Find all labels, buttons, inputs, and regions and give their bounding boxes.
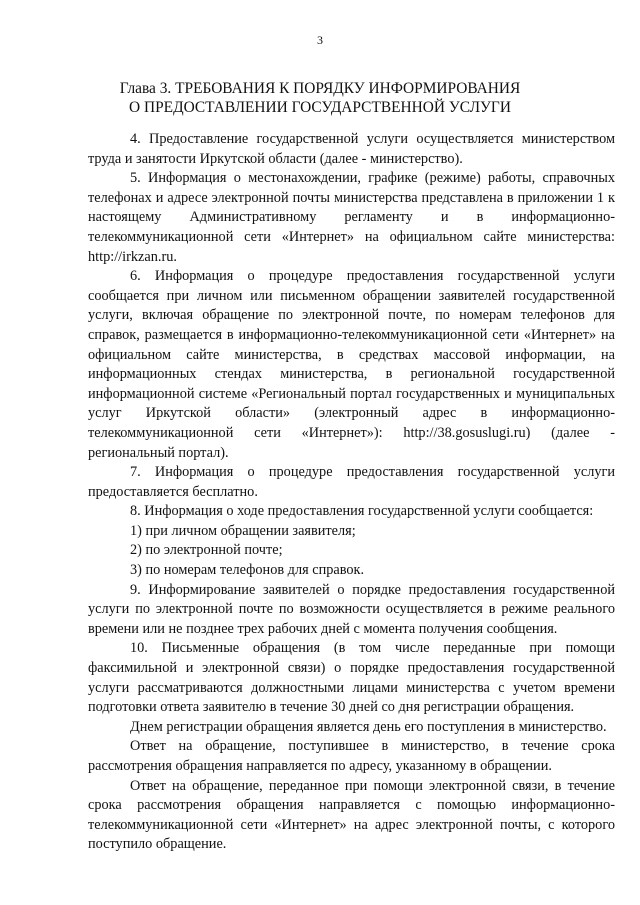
- paragraph-7: 7. Информация о процедуре предоставления государственной услуги предоставляется бесплатно.: [88, 464, 615, 500]
- paragraph-8: 8. Информация о ходе предоставления государственной услуги сообщается:: [130, 503, 594, 520]
- document-body: [88, 130, 615, 855]
- page-number: 3: [317, 33, 323, 47]
- chapter-title-line-1: Глава 3. ТРЕБОВАНИЯ К ПОРЯДКУ ИНФОРМИРОВАНИЯ: [119, 80, 521, 97]
- paragraph-registration-day: Днем регистрации обращения является день его поступления в министерство.: [130, 718, 607, 735]
- paragraph-4: 4. Предоставление государственной услуги осуществляется министерством труда и занятости Иркутской области (далее - министерство).: [88, 131, 615, 167]
- list-item-2: 2) по электронной почте;: [130, 542, 283, 559]
- paragraph-5: 5. Информация о местонахождении, графике (режиме) работы, справочных телефонах и адресе электронной почты министерства представлена в приложении 1 к настоящему Административному регламенту и в информационно-телекоммуникационной сети «Интернет» на официальном сайте министерства: http://irkzan.ru.: [88, 170, 615, 265]
- paragraph-9: 9. Информирование заявителей о порядке предоставления государственной услуги по электронной почте по возможности осуществляется в режиме реального времени или не позднее трех рабочих дней с момента получения сообщения.: [88, 581, 615, 637]
- chapter-title: [0, 80, 640, 117]
- list-item-1: 1) при личном обращении заявителя;: [130, 522, 356, 539]
- paragraph-6: 6. Информация о процедуре предоставления государственной услуги сообщается при личном или письменном обращении заявителей государственной услуги, включая обращение по электронной почте, по номерам телефонов для справок, размещается в информационно-телекоммуникационной сети «Интернет» на официальном сайте министерства, в средствах массовой информации, на информационных стендах министерства, в региональной государственной информационной системе «Региональный портал государственных и муниципальных услуг Иркутской области» (электронный адрес в информационно-телекоммуникационной сети «Интернет»): http://38.gosuslugi.ru) (далее - региональный портал).: [88, 268, 615, 461]
- paragraph-response-address: Ответ на обращение, поступившее в министерство, в течение срока рассмотрения обращения направляется по адресу, указанному в обращении.: [88, 738, 615, 774]
- paragraph-10: 10. Письменные обращения (в том числе переданные при помощи факсимильной и электронной связи) о порядке предоставления государственной услуги рассматриваются должностными лицами министерства с учетом времени подготовки ответа заявителю в течение 30 дней со дня регистрации обращения.: [88, 640, 615, 716]
- chapter-title-line-2: О ПРЕДОСТАВЛЕНИИ ГОСУДАРСТВЕННОЙ УСЛУГИ: [129, 98, 511, 116]
- paragraph-response-email: Ответ на обращение, переданное при помощи электронной связи, в течение срока рассмотрения обращения направляется с помощью информационно-телекоммуникационной сети «Интернет» на адрес электронной почты, с которого поступило обращение.: [88, 777, 615, 853]
- list-item-3: 3) по номерам телефонов для справок.: [130, 562, 365, 579]
